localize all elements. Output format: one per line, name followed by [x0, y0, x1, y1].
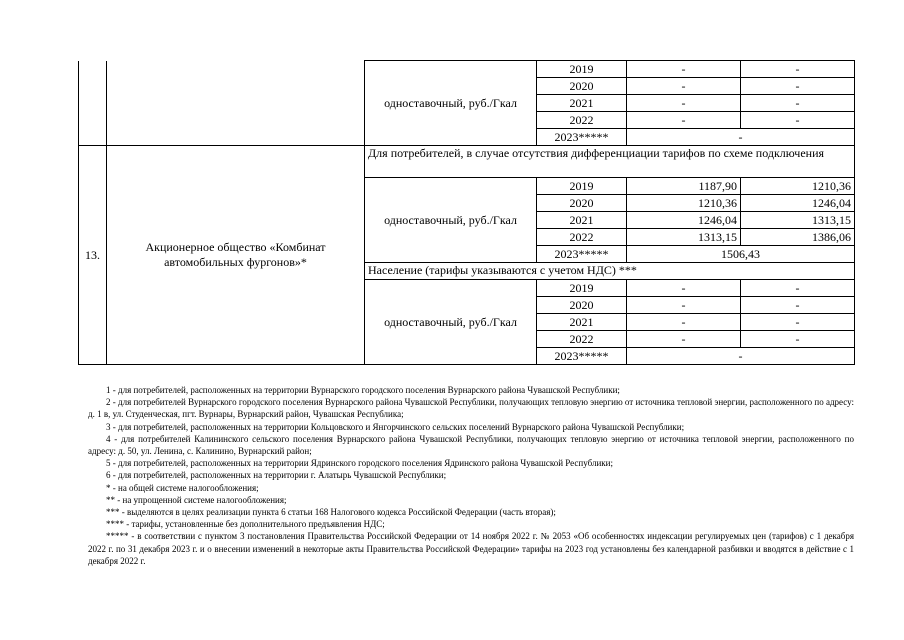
- footnote: 5 - для потребителей, расположенных на территории Ядринского городского поселения Ядринского района Чувашской Республики;: [106, 458, 613, 469]
- value-cell: -: [627, 280, 741, 297]
- value-cell: -: [741, 297, 855, 314]
- footnote: ** - на упрощенной системе налогообложения;: [106, 494, 287, 505]
- organization-cell: Акционерное общество «Комбинат автомобильных фургонов»*: [107, 146, 365, 365]
- value-cell: -: [627, 331, 741, 348]
- value-cell: -: [627, 78, 741, 95]
- value-cell-merged: -: [627, 348, 855, 365]
- year-cell: 2019: [537, 178, 627, 195]
- footnotes: [88, 384, 854, 567]
- footnote: 6 - для потребителей, расположенных на территории г. Алатырь Чувашской Республики;: [106, 470, 447, 481]
- value-cell-merged: -: [627, 129, 855, 146]
- year-cell: 2020: [537, 78, 627, 95]
- value-cell: -: [627, 314, 741, 331]
- footnote: 2 - для потребителей Вурнарского городского поселения Вурнарского района Чувашской Республики, получающих тепловую энергию от источника тепловой энергии, расположенного по адресу: д. 1 в, ул. Студенческая, пгт. Вурнары, Вурнарский район, Чувашская Республика;: [88, 397, 855, 420]
- year-cell: 2021: [537, 212, 627, 229]
- value-cell: 1246,04: [741, 195, 855, 212]
- value-cell: 1210,36: [627, 195, 741, 212]
- table-row: [79, 61, 855, 78]
- footnote: ***** - в соответствии с пунктом 3 постановления Правительства Российской Федерации от 14 ноября 2022 г. № 2053 «Об особенностях индексации регулируемых цен (тарифов) с 1 декабря 2022 г. по 31 декабря 2023 г. и о внесении изменений в некоторые акты Правительства Российской Федерации» тарифы на 2023 год установлены без календарной разбивки и вводятся в действие с 1 декабря 2022 г.: [88, 531, 854, 566]
- year-cell: 2023*****: [537, 129, 627, 146]
- value-cell: 1313,15: [741, 212, 855, 229]
- number-cell: 13.: [79, 146, 107, 365]
- year-cell: 2019: [537, 280, 627, 297]
- value-cell: -: [741, 112, 855, 129]
- year-cell: 2021: [537, 314, 627, 331]
- footnote: **** - тарифы, установленные без дополнительного предъявления НДС;: [106, 519, 385, 530]
- value-cell: -: [741, 95, 855, 112]
- value-cell: -: [741, 280, 855, 297]
- tariff-type-cell: одноставочный, руб./Гкал: [365, 178, 537, 263]
- tariff-type-cell: одноставочный, руб./Гкал: [365, 280, 537, 365]
- value-cell: 1246,04: [627, 212, 741, 229]
- value-cell: -: [627, 61, 741, 78]
- value-cell: 1313,15: [627, 229, 741, 246]
- footnote: * - на общей системе налогообложения;: [106, 482, 259, 493]
- footnote: 1 - для потребителей, расположенных на территории Вурнарского городского поселения Вурнарского района Чувашской Республики;: [106, 385, 620, 395]
- value-cell-merged: 1506,43: [627, 246, 855, 263]
- organization-cell: [107, 61, 365, 146]
- group-header-consumers: Для потребителей, в случае отсутствия дифференциации тарифов по схеме подключения: [365, 146, 855, 178]
- year-cell: 2022: [537, 229, 627, 246]
- year-cell: 2022: [537, 331, 627, 348]
- year-cell: 2023*****: [537, 246, 627, 263]
- tariff-type-cell: одноставочный, руб./Гкал: [365, 61, 537, 146]
- value-cell: -: [627, 95, 741, 112]
- footnote: 4 - для потребителей Калининского сельского поселения Вурнарского района Чувашской Республики, получающих тепловую энергию от источника тепловой энергии, расположенного по адресу: д. 50, ул. Ленина, с. Калинино, Вурнарский район;: [88, 433, 854, 457]
- year-cell: 2022: [537, 112, 627, 129]
- year-cell: 2023*****: [537, 348, 627, 365]
- value-cell: -: [627, 112, 741, 129]
- number-cell: [79, 61, 107, 146]
- value-cell: -: [741, 78, 855, 95]
- value-cell: -: [741, 61, 855, 78]
- year-cell: 2020: [537, 195, 627, 212]
- value-cell: 1210,36: [741, 178, 855, 195]
- footnote: *** - выделяются в целях реализации пункта 6 статьи 168 Налогового кодекса Российской Федерации (часть вторая);: [106, 507, 556, 518]
- value-cell: -: [741, 314, 855, 331]
- year-cell: 2021: [537, 95, 627, 112]
- value-cell: 1386,06: [741, 229, 855, 246]
- tariff-table: [78, 60, 855, 365]
- footnote: 3 - для потребителей, расположенных на территории Кольцовского и Янгорчинского сельских поселений Вурнарского района Чувашской Республики;: [106, 421, 685, 432]
- value-cell: -: [741, 331, 855, 348]
- group-header-population: Население (тарифы указываются с учетом НДС) ***: [365, 263, 855, 280]
- value-cell: 1187,90: [627, 178, 741, 195]
- value-cell: -: [627, 297, 741, 314]
- group-header-row: [79, 146, 855, 178]
- year-cell: 2019: [537, 61, 627, 78]
- year-cell: 2020: [537, 297, 627, 314]
